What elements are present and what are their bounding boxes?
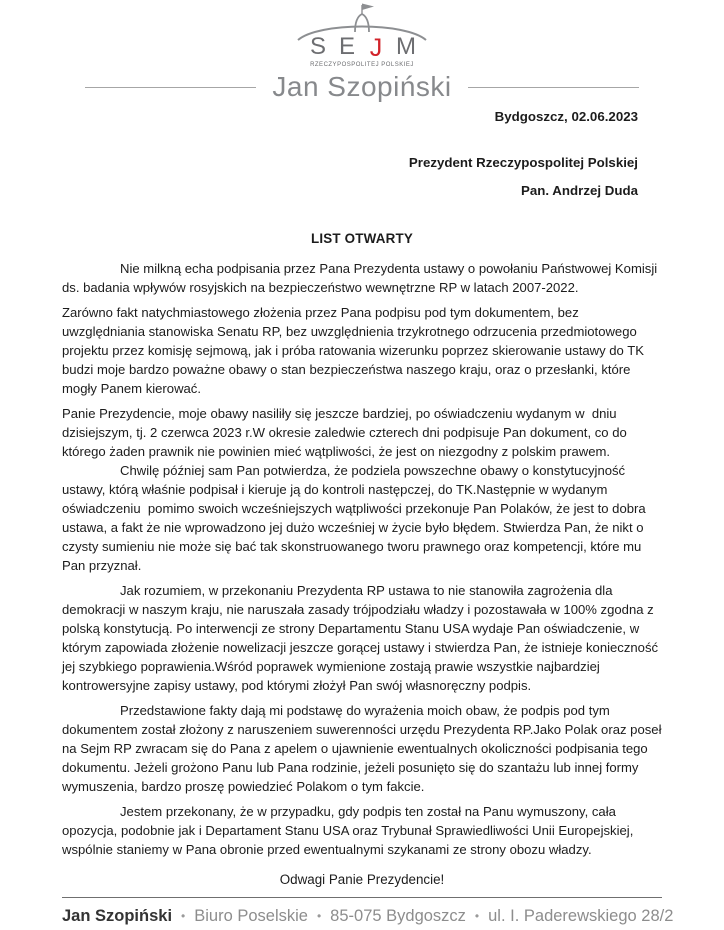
paragraph-5: Jak rozumiem, w przekonaniu Prezydenta RP ustawa to nie stanowiła zagrożenia dla demokracji w naszym kraju, nie naruszała zasady trójpodziału władzy i pozostawała w 100% zgodna z polską konstytucją. Po interwencji ze strony Departamentu Stanu USA wydaje Pan oświadczenie, w którym zapowiada złożenie nowelizacji jeszcze gorącej ustawy i stwierdza Pan, że istnieje konieczność jej szybkiego poprawienia.Wśród poprawek wymienione zostają prawie wszystkie najbardziej kontrowersyjne zapisy ustawy, pod którymi złożył Pan swój własnoręczny podpis. [62,583,662,693]
letter-title: LIST OTWARTY [310,231,414,246]
footer-rule [62,897,662,898]
addressee-block [0,124,724,199]
logo-subtitle: RZECZYPOSPOLITEJ POLSKIEJ [310,62,414,68]
bullet-separator-icon: • [181,909,186,923]
paragraph-2: Zarówno fakt natychmiastowego złożenia przez Pana podpisu pod tym dokumentem, bez uwzględniania stanowiska Senatu RP, bez uwzględnienia trzykrotnego odrzucenia przedmiotowego projektu przez komisję sejmową, jak i próba ratowania wizerunku poprzez skierowanie ustawy do TK budzi moje bardzo poważne obawy o stan bezpieczeństwa naszego kraju, oraz o przesłanki, które mogły Panem kierować. [62,305,648,396]
logo-letter-e: E [338,33,356,60]
footer-name: Jan Szopiński [62,907,173,925]
paragraph-7: Jestem przekonany, że w przypadku, gdy podpis ten został na Panu wymuszony, cała opozycja, podobnie jak i Departament Stanu USA oraz Trybunał Sprawiedliwości Unii Europejskiej, wspólnie staniemy w Pana obronie przed ewentualnymi szykanami ze strony obozu władzy. [62,804,637,857]
logo-letter-m: M [396,33,416,60]
place-date: Bydgoszcz, 02.06.2023 [494,109,638,124]
logo-letter-s: S [309,33,327,60]
sejm-logo [0,0,724,70]
letterhead-rule-left [85,87,256,88]
page-footer [62,897,674,926]
footer-office: Biuro Poselskie [194,907,308,925]
paragraph-4: Chwilę później sam Pan potwierdza, że podziela powszechne obawy o konstytucyjność ustawy, którą właśnie podpisał i kieruje ją do kontroli następczej, do TK.Następnie w wydanym oświadczeniu pomimo swoich wcześniejszych wątpliwości przekonuje Pan Polaków, że jest to dobra ustawa, a fakt że nie wprowadzono jej dużo wcześniej w życie było błędem. Stwierdza Pan, że nikt o czysty sumieniu nie może się bać tak skonstruowanego tworu prawnego oraz kompetencji, które mu Pan przyznał. [62,463,650,573]
bullet-separator-icon: • [474,909,480,923]
footer-contact-line [62,906,674,926]
logo-letter-j: J [369,34,383,62]
paragraph-6: Przedstawione fakty dają mi podstawę do wyrażenia moich obaw, że podpis pod tym dokumentem został złożony z naruszeniem suwerenności urzędu Prezydenta RP.Jako Polak oraz poseł na Sejm RP zwracam się do Pana z apelem o ujawnienie ewentualnych okoliczności podpisania tego dokumentu. Jeżeli grożono Panu lub Pana rodzinie, jeżeli posunięto się do szantażu lub innej formy wymuszenia, bardzo proszę powiedzieć Polakom o tym fakcie. [62,703,666,794]
closing-line: Odwagi Panie Prezydencie! [279,872,445,887]
letterhead-rule-right [468,87,639,88]
letterhead-name: Jan Szopiński [272,71,452,102]
letterhead-name-row [85,72,639,102]
paragraph-3: Panie Prezydencie, moje obawy nasiliły się jeszcze bardziej, po oświadczeniu wydanym w dniu dzisiejszym, tj. 2 czerwca 2023 r.W okresie zaledwie czterech dni podpisuje Pan dokument, co do którego żaden prawnik nie powinien mieć wątpliwości, że jest on niezgodny z polskim prawem. [62,406,631,459]
footer-street: ul. I. Paderewskiego 28/2 [488,907,674,925]
flag-icon [362,4,374,11]
addressee-name: Pan. Andrzej Duda [521,183,638,198]
bullet-separator-icon: • [316,909,322,923]
letter-body [0,259,724,887]
sejm-logo-graphic [296,2,428,70]
paragraph-1: Nie milkną echa podpisania przez Pana Prezydenta ustawy o powołaniu Państwowej Komisji ds. badania wpływów rosyjskich na bezpieczeństwo wewnętrzne RP w latach 2007-2022. [62,261,661,295]
cupola-outline [355,14,369,32]
addressee-title: Prezydent Rzeczypospolitej Polskiej [408,155,638,170]
footer-city: 85-075 Bydgoszcz [330,907,466,925]
